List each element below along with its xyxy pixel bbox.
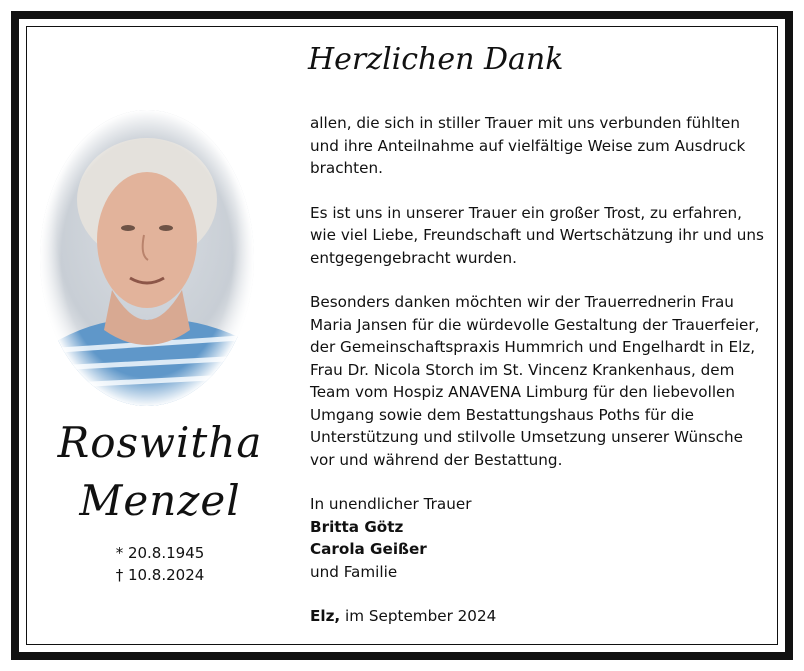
life-dates — [60, 542, 260, 586]
birth-date: * 20.8.1945 — [115, 544, 205, 562]
deceased-last-name: Menzel — [79, 476, 241, 525]
signature-block — [310, 493, 765, 583]
heading-title: Herzlichen Dank — [308, 42, 564, 77]
portrait-photo — [40, 110, 254, 407]
location-date — [310, 605, 765, 628]
death-date: † 10.8.2024 — [115, 566, 205, 584]
signature-name: Carola Geißer — [310, 540, 427, 558]
paragraph: Es ist uns in unserer Trauer ein großer Trost, zu erfahren, wie viel Liebe, Freundschaft und Wertschätzung ihr und uns entgegengebracht wurden. — [310, 203, 764, 267]
signature-name: Britta Götz — [310, 517, 404, 536]
deceased-first-name: Roswitha — [57, 418, 263, 467]
signature-family: und Familie — [310, 562, 398, 581]
thanks-text — [310, 112, 765, 628]
location-month: im September 2024 — [345, 607, 497, 625]
signature-intro: In unendlicher Trauer — [310, 495, 472, 513]
paragraph: Besonders danken möchten wir der Trauerrednerin Frau Maria Jansen für die würdevolle Gestaltung der Trauerfeier, der Gemeinschaftspraxis Hummrich und Engelhardt in Elz, Frau Dr. Nicola Storch im St. Vincenz Krankenhaus, dem Team vom Hospiz ANAVENA Limburg für den liebevollen Umgang sowie dem Bestattungshaus Poths für die Unterstützung und stilvolle Umsetzung unserer Wünsche vor und während der Bestattung. — [310, 293, 760, 469]
paragraph: allen, die sich in stiller Trauer mit uns verbunden fühlten und ihre Anteilnahme auf vielfältige Weise zum Ausdruck brachten. — [310, 114, 746, 177]
location-place: Elz, — [310, 607, 341, 625]
